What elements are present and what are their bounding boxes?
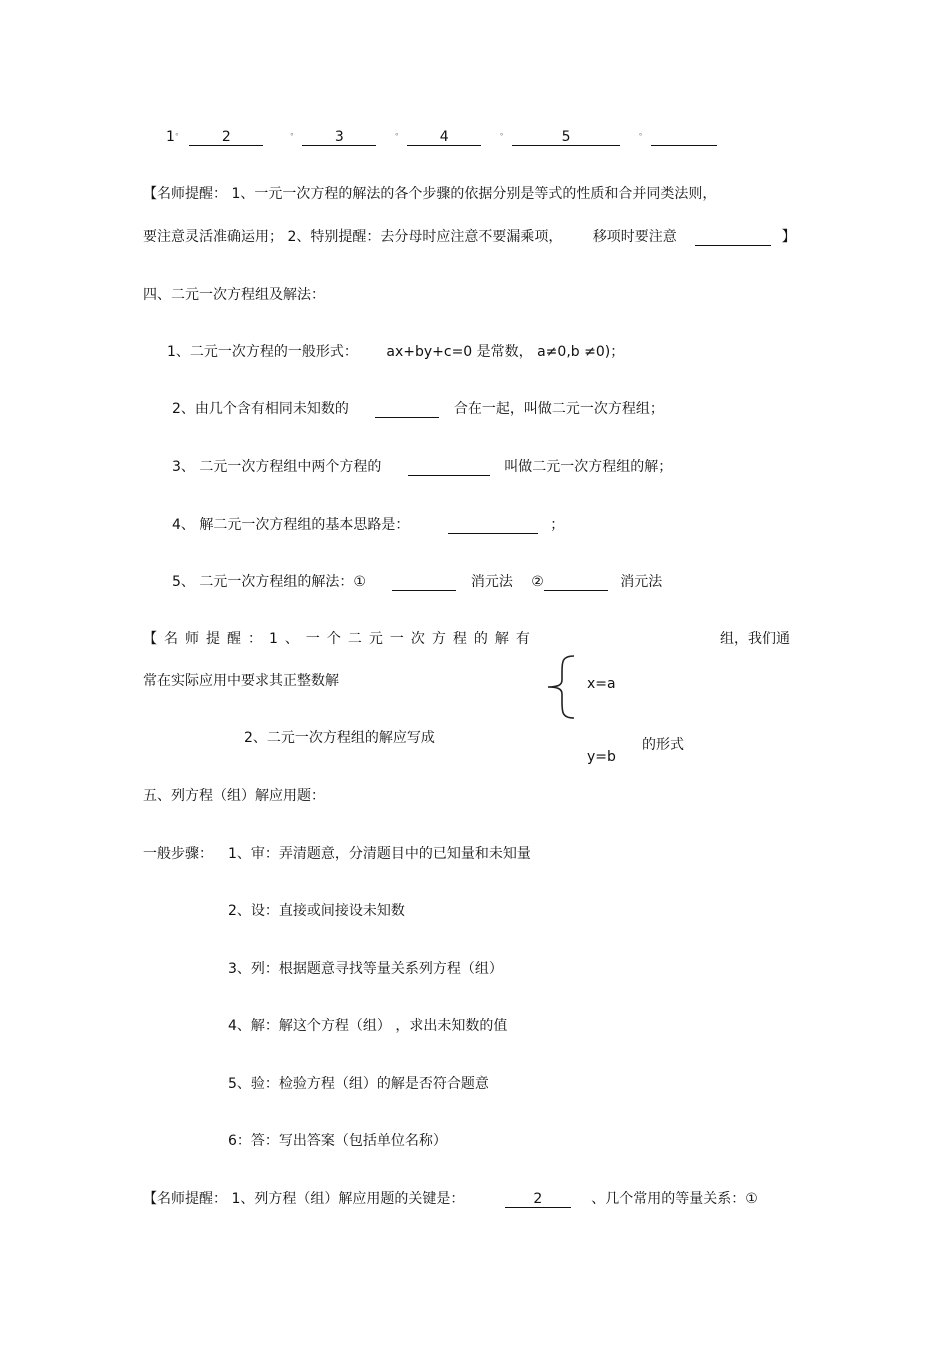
section4-item3	[172, 458, 672, 476]
section4-item5	[172, 573, 662, 591]
dot-mark: °	[499, 132, 504, 141]
blank-6[interactable]	[651, 128, 717, 146]
reminder1-move-note: 移项时要注意	[592, 229, 677, 245]
step-review: 1、审：弄清题意，分清题目中的已知量和未知量	[228, 846, 531, 862]
reminder1-text: 要注意灵活准确运用； 2、特别提醒：去分母时应注意不要漏乘项，	[143, 229, 563, 245]
blank-3[interactable]: 3	[302, 128, 376, 146]
dot-mark: °	[394, 132, 399, 141]
reminder1-end: 】	[781, 229, 796, 245]
item5-method-2: 消元法	[620, 574, 663, 590]
item1-formula: ax+by+c=0 是常数， a≠0,b ≠0)；	[386, 344, 625, 360]
step-check: 5、验：检验方程（组）的解是否符合题意	[228, 1076, 489, 1092]
section4-item1	[167, 343, 624, 361]
item3-label: 3、 二元一次方程组中两个方程的	[172, 459, 382, 475]
reminder3-text: 【名师提醒： 1、列方程（组）解应用题的关键是：	[143, 1191, 465, 1207]
reminder1-line2	[143, 228, 796, 246]
system-y: y=b	[587, 749, 616, 765]
item4-blank[interactable]	[448, 516, 538, 534]
item3-text: 叫做二元一次方程组的解；	[504, 459, 673, 475]
system-form-text: 的形式	[642, 737, 684, 753]
reminder2-line3: 2、二元一次方程组的解应写成	[244, 730, 435, 746]
section5-title: 五、列方程（组）解应用题：	[143, 788, 325, 804]
step-number-1: 1	[166, 129, 175, 145]
blank-2[interactable]: 2	[189, 128, 263, 146]
item5-method-1: 消元法	[470, 574, 513, 590]
dot-mark: °	[638, 132, 643, 141]
left-brace-icon	[544, 654, 578, 720]
reminder3-blank[interactable]: 2	[505, 1190, 571, 1208]
reminder2-line2: 常在实际应用中要求其正整数解	[143, 673, 339, 689]
item2-label: 2、由几个含有相同未知数的	[172, 401, 349, 417]
reminder1-line1: 【名师提醒： 1、一元一次方程的解法的各个步骤的依据分别是等式的性质和合并同类法则，	[143, 186, 717, 202]
item4-end: ；	[550, 517, 565, 533]
item3-blank[interactable]	[408, 458, 490, 476]
reminder2-line1a: 【名师提醒：1、一个二元一次方程的解有	[143, 631, 537, 647]
item2-text: 合在一起，叫做二元一次方程组；	[453, 401, 664, 417]
dot-mark: °	[174, 132, 179, 141]
reminder3-relations: 、几个常用的等量关系：①	[591, 1191, 758, 1207]
item5-blank-1[interactable]	[392, 573, 456, 591]
blank-4[interactable]: 4	[407, 128, 481, 146]
system-x: x=a	[587, 676, 616, 692]
section4-item4	[172, 516, 564, 534]
move-term-blank[interactable]	[695, 228, 771, 246]
reminder3	[143, 1190, 758, 1208]
dot-mark: °	[289, 132, 294, 141]
step-solve: 4、解：解这个方程（组） ，求出未知数的值	[228, 1018, 508, 1034]
general-steps-label: 一般步骤：	[143, 846, 213, 862]
section4-item2	[172, 400, 664, 418]
step-answer: 6：答：写出答案（包括单位名称）	[228, 1133, 447, 1149]
reminder2-line1b: 组，我们通	[720, 631, 790, 647]
step-set: 2、设：直接或间接设未知数	[228, 903, 405, 919]
item5-circle-2: ②	[531, 574, 544, 590]
item2-blank[interactable]	[375, 400, 439, 418]
item1-label: 1、二元一次方程的一般形式：	[167, 344, 358, 360]
section4-title: 四、二元一次方程组及解法：	[143, 287, 325, 303]
item4-label: 4、 解二元一次方程组的基本思路是：	[172, 517, 410, 533]
step-list: 3、列：根据题意寻找等量关系列方程（组）	[228, 961, 503, 977]
steps-row	[166, 128, 717, 146]
item5-blank-2[interactable]	[544, 573, 608, 591]
item5-label: 5、 二元一次方程组的解法：①	[172, 574, 366, 590]
blank-5[interactable]: 5	[512, 128, 620, 146]
